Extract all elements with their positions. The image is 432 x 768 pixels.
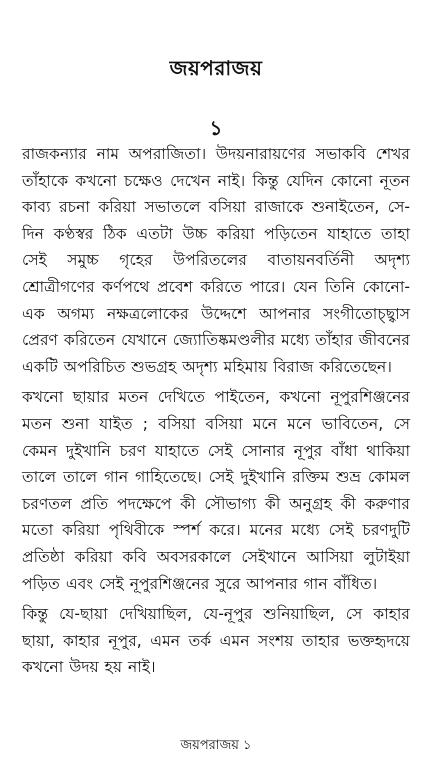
paragraph-2: কখনো ছায়ার মতন দেখিতে পাইতেন, কখনো নূপুরশিঞ্জনের মতন শুনা যাইত ; বসিয়া বসিয়া মনে মনে ভাবিতেন, সে কেমন দুইখানি চরণ যাহাতে সেই সোনার নূপুর বাঁধা থাকিয়া তালে তালে গান গাহিতেছে। সেই দুইখানি রক্তিম শুভ্র কোমল চরণতল প্রতি পদক্ষেপে কী সৌভাগ্য কী অনুগ্রহ কী করুণার মতো করিয়া পৃথিবীকে স্পর্শ করে। মনের মধ্যে সেই চরণদুটি প্রতিষ্ঠা করিয়া কবি অবসরকালে সেইখানে আসিয়া লুটাইয়া পড়িত এবং সেই নূপুরশিঞ্জনের সুরে আপনার গান বাঁধিত। — [22, 388, 410, 593]
paragraph-1: রাজকন্যার নাম অপরাজিতা। উদয়নারায়ণের সভাকবি শেখর তাঁহাকে কখনো চক্ষেও দেখেন নাই। কিন্তু যেদিন কোনো নূতন কাব্য রচনা করিয়া সভাতলে বসিয়া রাজাকে শুনাইতেন, সে-দিন কণ্ঠস্বর ঠিক এতটা উচ্চ করিয়া পড়িতেন যাহাতে তাহা সেই সমুচ্চ গৃহের উপরিতলের বাতায়নবর্তিনী অদৃশ্য শ্রোত্রীগণের কর্ণপথে প্রবেশ করিতে পারে। যেন তিনি কোনো-এক অগম্য নক্ষত্রলোকের উদ্দেশে আপনার সংগীতোচ্ছ্বাস প্রেরণ করিতেন যেখানে জ্যোতিষ্কমণ্ডলীর মধ্যে তাঁহার জীবনের একটি অপরিচিত শুভগ্রহ অদৃশ্য মহিমায় বিরাজ করিতেছেন। — [22, 145, 410, 376]
story-title: জয়পরাজয় — [169, 56, 263, 80]
chapter-number: ১ — [209, 116, 223, 140]
page-footer: জয়পরাজয় ১ — [180, 738, 252, 753]
paragraph-3: কিন্তু যে-ছায়া দেখিয়াছিল, যে-নূপুর শুনিয়াছিল, সে কাহার ছায়া, কাহার নূপুর, এমন তর্ক এমন সংশয় তাহার ভক্তহৃদয়ে কখনো উদয় হয় নাই। — [22, 605, 410, 677]
